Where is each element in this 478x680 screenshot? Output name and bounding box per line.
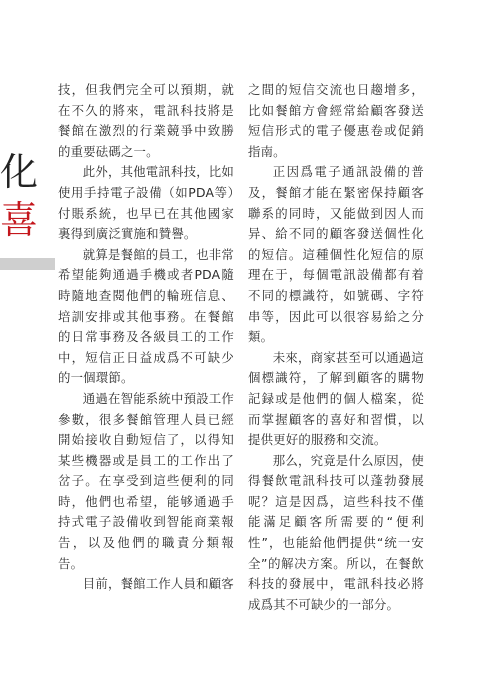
paragraph: 就算是餐館的員工，也非常希望能夠通過手機或者PDA隨時隨地查閱他們的輪班信息、培訓安排或其他事務。在餐館的日常事務及各級員工的工作中，短信正日益成爲不可缺少的一個環節。 — [58, 246, 234, 386]
paragraph: 目前，餐館工作人員和顧客 — [82, 576, 234, 592]
paragraph: 技，但我們完全可以預期，就在不久的將來，電訊科技將是餐館在激烈的行業競爭中致勝的重要砝碼之一。 — [58, 82, 234, 159]
side-heading-char-top: 化 — [0, 150, 39, 194]
paragraph: 通過在智能系統中預設工作參數，很多餐館管理人員已經開始接收自動短信了，以得知某些機器或是員工的工作出了岔子。在享受到這些便利的同時，他們也希望，能够通過手持式電子設備收到智能商業報告，以及他們的職責分類報告。 — [58, 390, 234, 571]
text-column-left — [58, 80, 234, 595]
decorative-gray-band — [0, 258, 55, 270]
side-heading-char-bottom: 喜 — [0, 198, 39, 242]
paragraph: 正因爲電子通訊設備的普及，餐館才能在緊密保持顧客聯系的同時，又能做到因人而异、給不同的顧客發送個性化的短信。這種個性化短信的原理在于，每個電訊設備都有着不同的標識符，如號碼、字符串等，因此可以很容易給之分類。 — [248, 164, 424, 345]
paragraph: 之間的短信交流也日趨增多，比如餐館方會經常給顧客發送短信形式的電子優惠卷或促銷指南。 — [248, 82, 424, 159]
text-column-right — [248, 80, 424, 615]
paragraph: 未來，商家甚至可以通過這個標識符，了解到顧客的購物記録或是他們的個人檔案，從而掌握顧客的喜好和習慣，以提供更好的服務和交流。 — [248, 349, 424, 448]
paragraph: 此外，其他電訊科技，比如使用手持電子設備（如PDA等）付賬系統，也早已在其他國家裏得到廣泛實施和贊譽。 — [58, 164, 234, 242]
paragraph: 那么，究竟是什么原因，使得餐飲電訊科技可以蓬勃發展呢？這是因爲，這些科技不僅能滿足顧客所需要的“便利性”，也能給他們提供“统一安全”的解决方案。所以，在餐飲科技的發展中，電訊科技必將成爲其不可缺少的一部分。 — [248, 452, 424, 612]
